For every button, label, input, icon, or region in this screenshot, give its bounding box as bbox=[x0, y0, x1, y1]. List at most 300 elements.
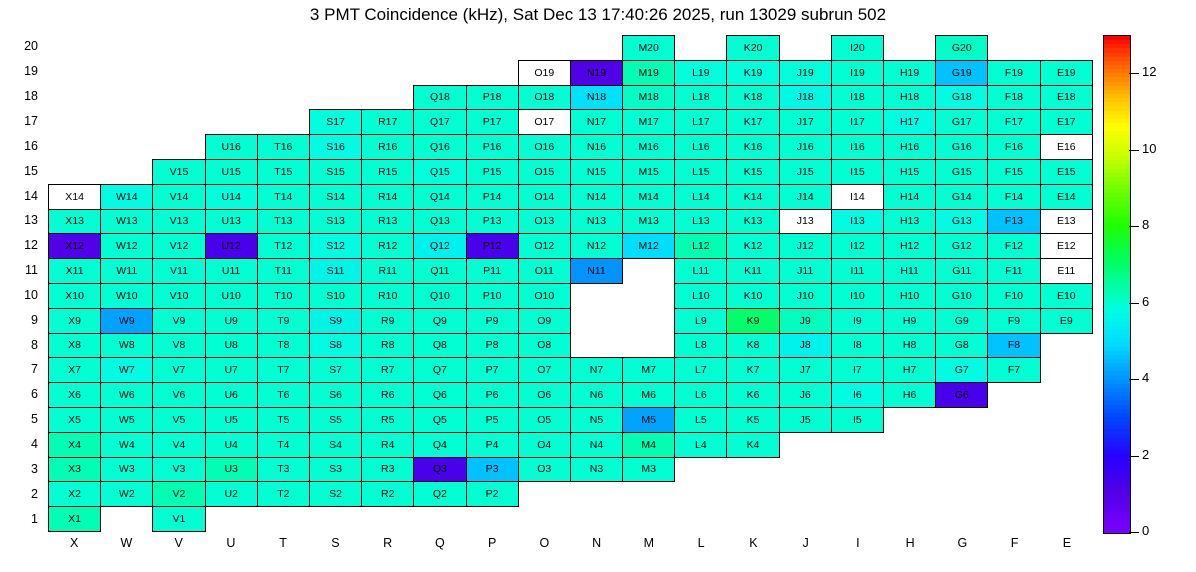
heatmap-cell-W12: W12 bbox=[101, 234, 153, 259]
heatmap-cell-X9: X9 bbox=[49, 308, 101, 333]
heatmap-cell-T12: T12 bbox=[257, 234, 309, 259]
heatmap-cell-U3: U3 bbox=[205, 457, 257, 482]
heatmap-cell-G8: G8 bbox=[936, 333, 988, 358]
heatmap-cell-L11: L11 bbox=[675, 259, 727, 284]
heatmap-cell-empty bbox=[101, 85, 153, 110]
colorbar-tick-label: 10 bbox=[1142, 140, 1157, 156]
heatmap-cell-S2: S2 bbox=[309, 482, 361, 507]
heatmap-cell-H10: H10 bbox=[884, 283, 936, 308]
heatmap-cell-T10: T10 bbox=[257, 283, 309, 308]
heatmap-cell-V2: V2 bbox=[153, 482, 205, 507]
heatmap-cell-empty bbox=[570, 333, 622, 358]
heatmap-cell-Q8: Q8 bbox=[414, 333, 466, 358]
heatmap-cell-Q13: Q13 bbox=[414, 209, 466, 234]
heatmap-cell-R14: R14 bbox=[362, 184, 414, 209]
heatmap-cell-O5: O5 bbox=[518, 407, 570, 432]
heatmap-cell-empty bbox=[623, 283, 675, 308]
heatmap-cell-empty bbox=[1040, 482, 1092, 507]
heatmap-cell-I13: I13 bbox=[831, 209, 883, 234]
heatmap-cell-F16: F16 bbox=[988, 135, 1040, 160]
y-tick-label: 13 bbox=[24, 213, 38, 228]
heatmap-cell-empty bbox=[988, 432, 1040, 457]
x-tick-label: I bbox=[856, 536, 860, 550]
heatmap-cell-K15: K15 bbox=[727, 159, 779, 184]
heatmap-cell-empty bbox=[727, 507, 779, 532]
heatmap-cell-V14: V14 bbox=[153, 184, 205, 209]
heatmap-cell-K20: K20 bbox=[727, 36, 779, 61]
heatmap-cell-P7: P7 bbox=[466, 358, 518, 383]
colorbar-tick-label: 2 bbox=[1142, 446, 1150, 462]
heatmap-cell-J17: J17 bbox=[779, 110, 831, 135]
heatmap-cell-R7: R7 bbox=[362, 358, 414, 383]
heatmap-cell-R6: R6 bbox=[362, 383, 414, 408]
heatmap-cell-O4: O4 bbox=[518, 432, 570, 457]
heatmap-cell-J16: J16 bbox=[779, 135, 831, 160]
heatmap-cell-H13: H13 bbox=[884, 209, 936, 234]
heatmap-cell-empty bbox=[309, 36, 361, 61]
heatmap-cell-K5: K5 bbox=[727, 407, 779, 432]
heatmap-cell-U9: U9 bbox=[205, 308, 257, 333]
heatmap-cell-H12: H12 bbox=[884, 234, 936, 259]
heatmap-cell-O9: O9 bbox=[518, 308, 570, 333]
heatmap-cell-Q3: Q3 bbox=[414, 457, 466, 482]
x-tick-label: T bbox=[279, 536, 287, 550]
heatmap-cell-W13: W13 bbox=[101, 209, 153, 234]
heatmap-cell-R12: R12 bbox=[362, 234, 414, 259]
heatmap-cell-X4: X4 bbox=[49, 432, 101, 457]
y-tick-label: 10 bbox=[24, 287, 38, 302]
heatmap-cell-S6: S6 bbox=[309, 383, 361, 408]
heatmap-cell-S10: S10 bbox=[309, 283, 361, 308]
heatmap-cell-empty bbox=[884, 432, 936, 457]
heatmap-cell-E13: E13 bbox=[1040, 209, 1092, 234]
heatmap-cell-M13: M13 bbox=[623, 209, 675, 234]
heatmap-cell-K8: K8 bbox=[727, 333, 779, 358]
heatmap-cell-empty bbox=[257, 36, 309, 61]
heatmap-cell-J11: J11 bbox=[779, 259, 831, 284]
heatmap-cell-M15: M15 bbox=[623, 159, 675, 184]
colorbar-segment bbox=[1104, 529, 1130, 533]
heatmap-cell-E11: E11 bbox=[1040, 259, 1092, 284]
heatmap-cell-R16: R16 bbox=[362, 135, 414, 160]
heatmap-cell-empty bbox=[988, 383, 1040, 408]
heatmap-cell-O19: O19 bbox=[518, 60, 570, 85]
heatmap-cell-L18: L18 bbox=[675, 85, 727, 110]
heatmap-cell-I11: I11 bbox=[831, 259, 883, 284]
heatmap-cell-L12: L12 bbox=[675, 234, 727, 259]
heatmap-cell-F14: F14 bbox=[988, 184, 1040, 209]
heatmap-cell-M14: M14 bbox=[623, 184, 675, 209]
heatmap-cell-L4: L4 bbox=[675, 432, 727, 457]
heatmap-cell-X2: X2 bbox=[49, 482, 101, 507]
x-tick-label: R bbox=[383, 536, 393, 550]
heatmap-cell-J12: J12 bbox=[779, 234, 831, 259]
heatmap-cell-U4: U4 bbox=[205, 432, 257, 457]
heatmap-cell-empty bbox=[362, 85, 414, 110]
heatmap-cell-empty bbox=[831, 432, 883, 457]
y-tick-label: 14 bbox=[24, 188, 38, 203]
heatmap-cell-M16: M16 bbox=[623, 135, 675, 160]
heatmap-cell-K14: K14 bbox=[727, 184, 779, 209]
x-tick-label: X bbox=[69, 536, 79, 550]
heatmap-cell-R4: R4 bbox=[362, 432, 414, 457]
heatmap-cell-G16: G16 bbox=[936, 135, 988, 160]
heatmap-cell-N15: N15 bbox=[570, 159, 622, 184]
heatmap-row bbox=[49, 457, 1093, 482]
heatmap-cell-X8: X8 bbox=[49, 333, 101, 358]
heatmap-row bbox=[49, 407, 1093, 432]
heatmap-cell-empty bbox=[1040, 457, 1092, 482]
heatmap-cell-O13: O13 bbox=[518, 209, 570, 234]
heatmap-cell-H8: H8 bbox=[884, 333, 936, 358]
heatmap-cell-empty bbox=[101, 507, 153, 532]
heatmap-cell-W6: W6 bbox=[101, 383, 153, 408]
x-tick-label: K bbox=[749, 536, 758, 550]
x-tick-label: J bbox=[802, 536, 809, 550]
heatmap-cell-U7: U7 bbox=[205, 358, 257, 383]
x-tick-label: F bbox=[1010, 536, 1019, 550]
y-tick-label: 6 bbox=[31, 387, 38, 402]
heatmap-cell-F12: F12 bbox=[988, 234, 1040, 259]
heatmap-cell-empty bbox=[1040, 383, 1092, 408]
heatmap-cell-U15: U15 bbox=[205, 159, 257, 184]
heatmap-cell-V8: V8 bbox=[153, 333, 205, 358]
heatmap-cell-S8: S8 bbox=[309, 333, 361, 358]
heatmap-cell-P13: P13 bbox=[466, 209, 518, 234]
heatmap-cell-empty bbox=[466, 36, 518, 61]
y-tick-label: 3 bbox=[31, 461, 38, 476]
heatmap-cell-M7: M7 bbox=[623, 358, 675, 383]
colorbar bbox=[1103, 35, 1131, 534]
heatmap-cell-E16: E16 bbox=[1040, 135, 1092, 160]
heatmap-cell-H18: H18 bbox=[884, 85, 936, 110]
heatmap-cell-P4: P4 bbox=[466, 432, 518, 457]
heatmap-cell-S15: S15 bbox=[309, 159, 361, 184]
heatmap-cell-P12: P12 bbox=[466, 234, 518, 259]
heatmap-cell-T3: T3 bbox=[257, 457, 309, 482]
heatmap-cell-K13: K13 bbox=[727, 209, 779, 234]
heatmap-cell-N6: N6 bbox=[570, 383, 622, 408]
heatmap-cell-V1: V1 bbox=[153, 507, 205, 532]
heatmap-cell-J7: J7 bbox=[779, 358, 831, 383]
heatmap-cell-V10: V10 bbox=[153, 283, 205, 308]
y-tick-label: 19 bbox=[24, 64, 38, 79]
heatmap-cell-empty bbox=[414, 60, 466, 85]
heatmap-row bbox=[49, 432, 1093, 457]
heatmap-cell-R11: R11 bbox=[362, 259, 414, 284]
heatmap-cell-Q5: Q5 bbox=[414, 407, 466, 432]
heatmap-cell-K11: K11 bbox=[727, 259, 779, 284]
heatmap-cell-K4: K4 bbox=[727, 432, 779, 457]
heatmap-cell-J13: J13 bbox=[779, 209, 831, 234]
heatmap-cell-empty bbox=[988, 457, 1040, 482]
x-tick-label: Q bbox=[435, 536, 445, 550]
heatmap-cell-empty bbox=[309, 85, 361, 110]
heatmap-cell-empty bbox=[779, 457, 831, 482]
heatmap-cell-V4: V4 bbox=[153, 432, 205, 457]
heatmap-cell-P8: P8 bbox=[466, 333, 518, 358]
heatmap-cell-N16: N16 bbox=[570, 135, 622, 160]
heatmap-cell-S13: S13 bbox=[309, 209, 361, 234]
heatmap-cell-N17: N17 bbox=[570, 110, 622, 135]
heatmap-cell-G12: G12 bbox=[936, 234, 988, 259]
y-tick-label: 11 bbox=[25, 263, 38, 278]
heatmap-cell-empty bbox=[49, 85, 101, 110]
heatmap-cell-empty bbox=[570, 308, 622, 333]
x-tick-label: S bbox=[331, 536, 340, 550]
heatmap-cell-F7: F7 bbox=[988, 358, 1040, 383]
heatmap-cell-N5: N5 bbox=[570, 407, 622, 432]
heatmap-cell-L6: L6 bbox=[675, 383, 727, 408]
heatmap-cell-P15: P15 bbox=[466, 159, 518, 184]
heatmap-cell-U5: U5 bbox=[205, 407, 257, 432]
heatmap-cell-U13: U13 bbox=[205, 209, 257, 234]
heatmap-cell-N19: N19 bbox=[570, 60, 622, 85]
heatmap-cell-E15: E15 bbox=[1040, 159, 1092, 184]
x-tick-label: O bbox=[539, 536, 550, 550]
heatmap-cell-V5: V5 bbox=[153, 407, 205, 432]
heatmap-cell-M12: M12 bbox=[623, 234, 675, 259]
heatmap-cell-empty bbox=[49, 36, 101, 61]
heatmap-cell-S5: S5 bbox=[309, 407, 361, 432]
heatmap-cell-empty bbox=[49, 110, 101, 135]
heatmap-cell-R3: R3 bbox=[362, 457, 414, 482]
y-tick-label: 4 bbox=[31, 437, 38, 452]
heatmap-cell-W11: W11 bbox=[101, 259, 153, 284]
heatmap-cell-J19: J19 bbox=[779, 60, 831, 85]
colorbar-tick bbox=[1129, 532, 1139, 533]
heatmap-cell-S17: S17 bbox=[309, 110, 361, 135]
heatmap-cell-I10: I10 bbox=[831, 283, 883, 308]
heatmap-cell-empty bbox=[884, 482, 936, 507]
heatmap-cell-L10: L10 bbox=[675, 283, 727, 308]
heatmap-cell-R9: R9 bbox=[362, 308, 414, 333]
heatmap-row bbox=[49, 383, 1093, 408]
heatmap-cell-T6: T6 bbox=[257, 383, 309, 408]
heatmap-cell-empty bbox=[779, 482, 831, 507]
heatmap-row bbox=[49, 234, 1093, 259]
heatmap-cell-V7: V7 bbox=[153, 358, 205, 383]
heatmap-cell-J15: J15 bbox=[779, 159, 831, 184]
heatmap-cell-W14: W14 bbox=[101, 184, 153, 209]
heatmap-cell-H16: H16 bbox=[884, 135, 936, 160]
heatmap-cell-empty bbox=[1040, 36, 1092, 61]
y-tick-label: 8 bbox=[31, 337, 38, 352]
x-tick-label: V bbox=[174, 536, 183, 550]
heatmap-cell-P6: P6 bbox=[466, 383, 518, 408]
heatmap-cell-S9: S9 bbox=[309, 308, 361, 333]
heatmap-cell-F18: F18 bbox=[988, 85, 1040, 110]
heatmap-cell-N12: N12 bbox=[570, 234, 622, 259]
heatmap-cell-empty bbox=[414, 36, 466, 61]
heatmap-cell-R8: R8 bbox=[362, 333, 414, 358]
heatmap-cell-J5: J5 bbox=[779, 407, 831, 432]
heatmap-cell-Q9: Q9 bbox=[414, 308, 466, 333]
heatmap-cell-H6: H6 bbox=[884, 383, 936, 408]
y-tick-label: 16 bbox=[24, 138, 38, 153]
heatmap-cell-I14: I14 bbox=[831, 184, 883, 209]
heatmap-cell-L14: L14 bbox=[675, 184, 727, 209]
heatmap-cell-K7: K7 bbox=[727, 358, 779, 383]
colorbar-tick bbox=[1129, 303, 1139, 304]
heatmap-cell-G17: G17 bbox=[936, 110, 988, 135]
heatmap-row bbox=[49, 209, 1093, 234]
heatmap-cell-S7: S7 bbox=[309, 358, 361, 383]
heatmap-row bbox=[49, 110, 1093, 135]
heatmap-cell-empty bbox=[570, 36, 622, 61]
heatmap-cell-empty bbox=[101, 135, 153, 160]
colorbar-tick-label: 0 bbox=[1142, 523, 1150, 538]
colorbar-tick bbox=[1129, 379, 1139, 380]
heatmap-cell-O14: O14 bbox=[518, 184, 570, 209]
heatmap-cell-V11: V11 bbox=[153, 259, 205, 284]
heatmap-cell-G19: G19 bbox=[936, 60, 988, 85]
heatmap-cell-empty bbox=[257, 507, 309, 532]
heatmap-cell-L17: L17 bbox=[675, 110, 727, 135]
heatmap-cell-U6: U6 bbox=[205, 383, 257, 408]
heatmap-cell-empty bbox=[153, 110, 205, 135]
heatmap-cell-L9: L9 bbox=[675, 308, 727, 333]
heatmap-cell-X11: X11 bbox=[49, 259, 101, 284]
heatmap-cell-E18: E18 bbox=[1040, 85, 1092, 110]
y-tick-label: 12 bbox=[24, 238, 38, 253]
colorbar-tick bbox=[1129, 73, 1139, 74]
heatmap-cell-empty bbox=[257, 60, 309, 85]
heatmap-cell-N14: N14 bbox=[570, 184, 622, 209]
heatmap-cell-O3: O3 bbox=[518, 457, 570, 482]
heatmap-cell-W10: W10 bbox=[101, 283, 153, 308]
colorbar-tick bbox=[1129, 456, 1139, 457]
heatmap-cell-T15: T15 bbox=[257, 159, 309, 184]
heatmap-cell-J18: J18 bbox=[779, 85, 831, 110]
heatmap-cell-O7: O7 bbox=[518, 358, 570, 383]
heatmap-cell-empty bbox=[101, 159, 153, 184]
heatmap-cell-L13: L13 bbox=[675, 209, 727, 234]
heatmap-cell-K19: K19 bbox=[727, 60, 779, 85]
heatmap-cell-empty bbox=[205, 85, 257, 110]
heatmap-row bbox=[49, 259, 1093, 284]
heatmap-cell-X14: X14 bbox=[49, 184, 101, 209]
heatmap-cell-empty bbox=[309, 60, 361, 85]
heatmap-cell-F13: F13 bbox=[988, 209, 1040, 234]
y-tick-label: 9 bbox=[31, 312, 38, 327]
x-tick-label: H bbox=[905, 536, 915, 550]
heatmap-cell-R15: R15 bbox=[362, 159, 414, 184]
heatmap-cell-empty bbox=[884, 36, 936, 61]
heatmap-cell-X6: X6 bbox=[49, 383, 101, 408]
heatmap-cell-empty bbox=[988, 507, 1040, 532]
heatmap-cell-K16: K16 bbox=[727, 135, 779, 160]
heatmap-cell-Q16: Q16 bbox=[414, 135, 466, 160]
x-tick-label: P bbox=[487, 536, 497, 550]
heatmap-cell-S16: S16 bbox=[309, 135, 361, 160]
heatmap-cell-V15: V15 bbox=[153, 159, 205, 184]
heatmap-cell-T8: T8 bbox=[257, 333, 309, 358]
heatmap-cell-P5: P5 bbox=[466, 407, 518, 432]
y-tick-label: 1 bbox=[31, 511, 38, 526]
heatmap-cell-empty bbox=[884, 457, 936, 482]
heatmap-cell-H17: H17 bbox=[884, 110, 936, 135]
heatmap-cell-Q2: Q2 bbox=[414, 482, 466, 507]
heatmap-cell-empty bbox=[153, 135, 205, 160]
heatmap-cell-empty bbox=[675, 36, 727, 61]
heatmap-cell-L19: L19 bbox=[675, 60, 727, 85]
heatmap-cell-empty bbox=[623, 333, 675, 358]
heatmap-cell-I15: I15 bbox=[831, 159, 883, 184]
x-tick-label: N bbox=[592, 536, 602, 550]
heatmap-cell-S14: S14 bbox=[309, 184, 361, 209]
heatmap-cell-L5: L5 bbox=[675, 407, 727, 432]
heatmap-cell-V12: V12 bbox=[153, 234, 205, 259]
heatmap-cell-empty bbox=[153, 60, 205, 85]
heatmap-cell-H9: H9 bbox=[884, 308, 936, 333]
heatmap-cell-empty bbox=[675, 457, 727, 482]
heatmap-cell-empty bbox=[153, 36, 205, 61]
heatmap-cell-U12: U12 bbox=[205, 234, 257, 259]
heatmap-cell-P3: P3 bbox=[466, 457, 518, 482]
heatmap-row bbox=[49, 283, 1093, 308]
heatmap-cell-U16: U16 bbox=[205, 135, 257, 160]
heatmap-cell-M3: M3 bbox=[623, 457, 675, 482]
heatmap-cell-empty bbox=[466, 60, 518, 85]
heatmap-cell-K9: K9 bbox=[727, 308, 779, 333]
heatmap-cell-empty bbox=[936, 407, 988, 432]
heatmap-cell-T4: T4 bbox=[257, 432, 309, 457]
heatmap-cell-R5: R5 bbox=[362, 407, 414, 432]
heatmap-cell-W8: W8 bbox=[101, 333, 153, 358]
heatmap-cell-empty bbox=[779, 507, 831, 532]
heatmap-cell-empty bbox=[362, 36, 414, 61]
heatmap-cell-empty bbox=[623, 308, 675, 333]
heatmap-cell-O8: O8 bbox=[518, 333, 570, 358]
heatmap-cell-H14: H14 bbox=[884, 184, 936, 209]
heatmap-cell-empty bbox=[1040, 407, 1092, 432]
heatmap-cell-I19: I19 bbox=[831, 60, 883, 85]
heatmap-cell-X7: X7 bbox=[49, 358, 101, 383]
heatmap-cell-V6: V6 bbox=[153, 383, 205, 408]
heatmap-cell-empty bbox=[675, 482, 727, 507]
heatmap-cell-I20: I20 bbox=[831, 36, 883, 61]
heatmap-cell-empty bbox=[466, 507, 518, 532]
y-tick-label: 5 bbox=[31, 412, 38, 427]
heatmap-row bbox=[49, 333, 1093, 358]
heatmap-cell-empty bbox=[623, 482, 675, 507]
heatmap-cell-Q14: Q14 bbox=[414, 184, 466, 209]
heatmap-cell-R13: R13 bbox=[362, 209, 414, 234]
heatmap-cell-empty bbox=[1040, 432, 1092, 457]
x-tick-label: G bbox=[957, 536, 968, 550]
heatmap-cell-X13: X13 bbox=[49, 209, 101, 234]
x-tick-label: L bbox=[697, 536, 705, 550]
heatmap-cell-R17: R17 bbox=[362, 110, 414, 135]
heatmap-cell-N4: N4 bbox=[570, 432, 622, 457]
y-tick-label: 7 bbox=[31, 362, 38, 377]
heatmap-cell-Q7: Q7 bbox=[414, 358, 466, 383]
heatmap-cell-I7: I7 bbox=[831, 358, 883, 383]
heatmap-cell-P9: P9 bbox=[466, 308, 518, 333]
heatmap-cell-G18: G18 bbox=[936, 85, 988, 110]
heatmap-cell-N13: N13 bbox=[570, 209, 622, 234]
heatmap-cell-I17: I17 bbox=[831, 110, 883, 135]
heatmap-cell-V9: V9 bbox=[153, 308, 205, 333]
heatmap-cell-empty bbox=[362, 507, 414, 532]
heatmap-cell-U2: U2 bbox=[205, 482, 257, 507]
heatmap-cell-F19: F19 bbox=[988, 60, 1040, 85]
heatmap-cell-empty bbox=[518, 507, 570, 532]
heatmap-cell-V13: V13 bbox=[153, 209, 205, 234]
heatmap-cell-X10: X10 bbox=[49, 283, 101, 308]
heatmap-cell-empty bbox=[1040, 507, 1092, 532]
